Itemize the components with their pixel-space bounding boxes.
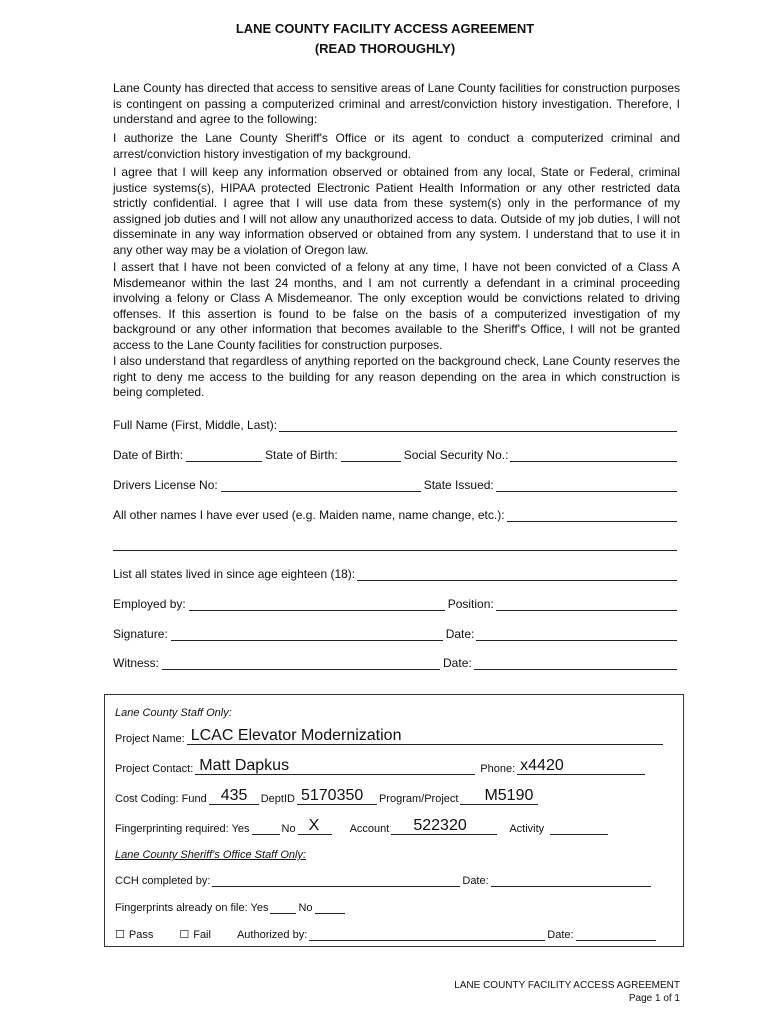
employed-by-field[interactable] [189,598,445,611]
cch-date-field[interactable] [491,875,651,887]
fingerprints-file-no-label: No [298,902,313,914]
pass-checkbox[interactable]: ☐ [115,928,125,941]
phone-value: x4420 [520,757,564,774]
other-names-field-2[interactable] [113,538,677,551]
drivers-license-row [113,478,679,492]
other-names-row [113,508,679,522]
staff-heading: Lane County Staff Only: [115,707,232,719]
dob-label: Date of Birth: [113,448,184,462]
signature-row [113,627,679,641]
fingerprints-file-no-field[interactable] [315,902,345,914]
pass-label: Pass [128,929,154,941]
fingerprinting-no-label: No [281,823,296,835]
fail-label: Fail [193,929,211,941]
cost-coding-label: Cost Coding: Fund [115,793,207,805]
activity-field[interactable] [550,821,608,835]
fingerprinting-no-value: X [308,817,320,834]
states-lived-field[interactable] [357,568,677,581]
project-name-field[interactable] [187,727,663,745]
deptid-value: 5170350 [300,787,364,804]
employed-by-label: Employed by: [113,597,186,611]
ssn-field[interactable] [510,449,677,462]
signature-date-label: Date: [445,627,475,641]
project-contact-row [115,757,647,775]
program-value: M5190 [484,787,534,804]
phone-label: Phone: [480,763,516,775]
document-title: LANE COUNTY FACILITY ACCESS AGREEMENT [235,21,535,36]
cch-field[interactable] [212,875,460,887]
state-of-birth-field[interactable] [341,449,401,462]
project-contact-field[interactable] [195,757,475,775]
drivers-license-label: Drivers License No: [113,478,218,492]
other-names-row-2 [113,538,679,551]
state-of-birth-label: State of Birth: [265,448,338,462]
witness-field[interactable] [162,657,440,670]
footer-title: LANE COUNTY FACILITY ACCESS AGREEMENT [454,980,680,991]
confidentiality-paragraph: I agree that I will keep any information observed or obtained from any local, State or Federal, criminal justice systems(s), HIPAA protected Electronic Patient Health Information or any other restricted data strictly confidential. I agree that I will use data from these system(s) only in the performance of my assigned job duties and I will not allow any unauthorized access to data. Outside of my job duties, I will not disseminate in any way information observed or obtained from any system. I understand that to use it in any other way may be a violation of Oregon law. [113,165,680,257]
sheriff-heading-row [115,849,306,861]
project-contact-value: Matt Dapkus [199,757,290,774]
witness-date-label: Date: [443,656,472,670]
fund-value: 435 [220,787,248,804]
project-name-row [115,727,665,745]
cch-label: CCH completed by: [115,875,211,887]
project-name-value: LCAC Elevator Modernization [190,727,402,744]
fingerprints-file-label: Fingerprints already on file: Yes [115,902,269,914]
cch-row [115,875,653,887]
other-names-field[interactable] [507,509,677,522]
fingerprints-file-yes-field[interactable] [270,902,296,914]
conviction-paragraph: I assert that I have not been convicted of a felony at any time, I have not been convicted of a Class A Misdemeanor within the last 24 months, and I am not currently a defendant in a criminal proceeding involving a felony or Class A Misdemeanor. The only exception would be convictions related to driving offenses. If this assertion is found to be false on the basis of a computerized investigation of my background or any other information that becomes available to the Sheriff's Office, I will not be granted access to the Lane County facilities for construction purposes. [113,260,680,352]
fail-checkbox[interactable]: ☐ [179,928,190,941]
authorized-date-field[interactable] [576,929,656,941]
fingerprinting-no-field[interactable] [298,817,332,835]
deny-access-paragraph: I also understand that regardless of anything reported on the background check, Lane County reserves the right to deny me access to the building for any reason depending on the area in which construction is being completed. [113,354,680,400]
deptid-field[interactable] [297,787,377,805]
project-contact-label: Project Contact: [115,763,194,775]
program-label: Program/Project [378,793,459,805]
signature-date-field[interactable] [476,628,677,641]
fingerprints-file-row [115,902,347,914]
fingerprinting-label: Fingerprinting required: Yes [115,823,250,835]
full-name-label: Full Name (First, Middle, Last): [113,418,278,432]
witness-label: Witness: [113,656,160,670]
full-name-row [113,418,679,432]
account-field[interactable] [391,817,497,835]
sheriff-heading: Lane County Sheriff's Office Staff Only: [115,849,307,861]
fund-field[interactable] [209,787,259,805]
birth-info-row [113,448,679,462]
account-value: 522320 [413,817,467,834]
phone-field[interactable] [517,757,645,775]
activity-label: Activity [509,823,545,835]
position-field[interactable] [496,598,677,611]
states-lived-row [113,567,679,581]
employment-row [113,597,679,611]
signature-label: Signature: [113,627,168,641]
footer-page-number: Page 1 of 1 [628,993,680,1004]
states-lived-label: List all states lived in since age eighteen (18): [113,567,356,581]
fingerprinting-row [115,817,610,835]
witness-row [113,656,679,670]
authorized-label: Authorized by: [236,929,308,941]
ssn-label: Social Security No.: [403,448,509,462]
program-field[interactable] [460,787,538,805]
staff-only-box [104,694,684,947]
document-subtitle: (READ THOROUGHLY) [314,41,456,56]
full-name-field[interactable] [279,419,677,432]
intro-paragraph: Lane County has directed that access to sensitive areas of Lane County facilities for construction purposes is contingent on passing a computerized criminal and arrest/conviction history investigation. Therefore, I understand and agree to the following: [113,81,680,127]
cost-coding-row [115,787,540,805]
authorization-paragraph: I authorize the Lane County Sheriff's Office or its agent to conduct a computerized criminal and arrest/conviction history investigation of my background. [113,131,680,161]
project-name-label: Project Name: [115,733,185,745]
fingerprinting-yes-field[interactable] [252,821,280,835]
dob-field[interactable] [186,449,262,462]
signature-field[interactable] [171,628,443,641]
cch-date-label: Date: [462,875,489,887]
state-issued-label: State Issued: [423,478,494,492]
staff-heading-row [115,707,232,719]
drivers-license-field[interactable] [221,479,421,492]
authorized-date-label: Date: [547,929,574,941]
deptid-label: DeptID [260,793,295,805]
state-issued-field[interactable] [496,479,677,492]
approval-row [115,928,658,941]
witness-date-field[interactable] [474,657,677,670]
account-label: Account [349,823,390,835]
authorized-field[interactable] [309,929,545,941]
position-label: Position: [447,597,494,611]
other-names-label: All other names I have ever used (e.g. Maiden name, name change, etc.): [113,508,505,522]
